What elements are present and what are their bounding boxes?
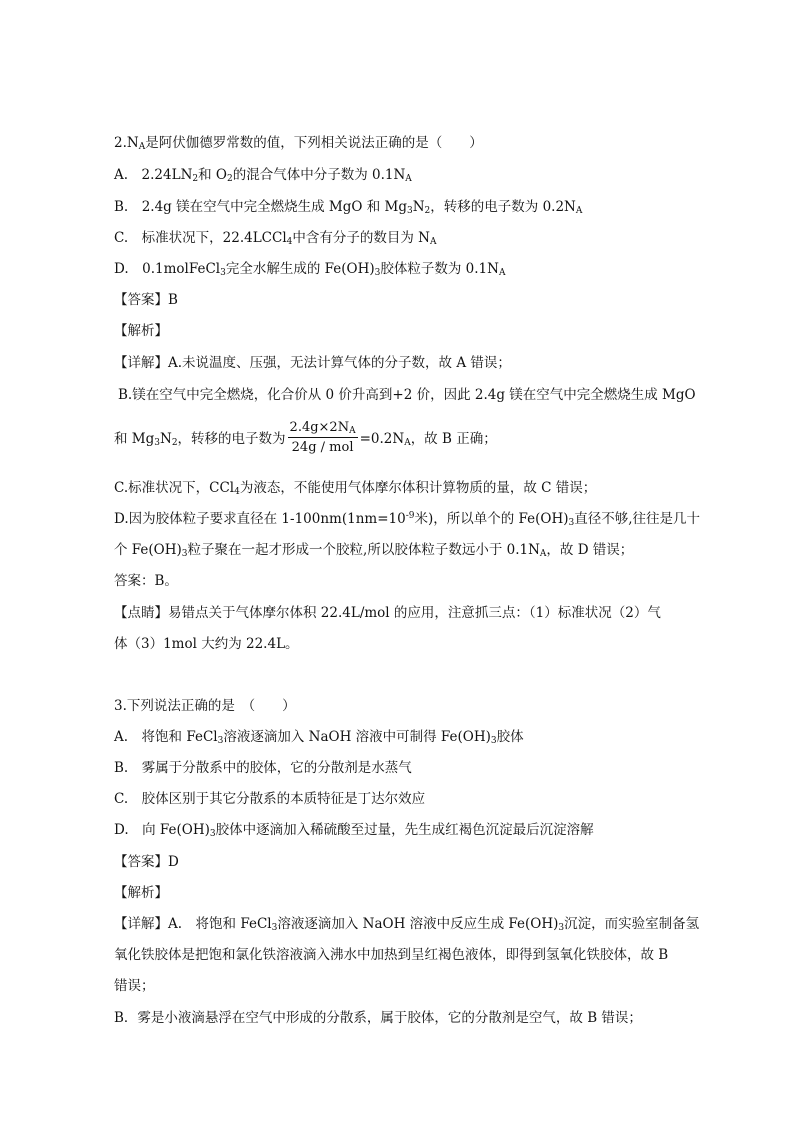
- q3-option-a: A. 将饱和 FeCl$_3$溶液逐滴加入 NaOH 溶液中可制得 $Fe(OH)_3$胶体: [114, 729, 524, 746]
- q2-final-answer: 答案：B。: [114, 573, 178, 589]
- q2-option-a: A. $2.24LN_2$和 $O_2$的混合气体中分子数为 $0.1N_A$: [114, 167, 412, 184]
- electron-fraction: [288, 419, 358, 456]
- q2-stem: $2.N_A$是阿伏伽德罗常数的值，下列相关说法正确的是（ ）: [114, 135, 483, 152]
- q2-tip-cont: 体（3）1mol 大约为 22.4L。: [114, 636, 299, 652]
- q3-option-d: D. 向 $Fe(OH)_3$胶体中逐滴加入稀硫酸至过量，先生成红褐色沉淀最后沉淀溶解: [114, 822, 594, 839]
- q3-detail-a-end: 错误；: [114, 978, 155, 994]
- q3-analysis-label: 【解析】: [114, 885, 168, 901]
- q2-detail-b-cont: 和 $Mg_3N_2$，转移的电子数为 $\frac{2.4g\times 2N_A}{\text{24g / mol}}$ $=0.2N_A$，故 B 正确；: [114, 420, 497, 455]
- q2-detail-a: 【详解】A.未说温度、压强，无法计算气体的分子数，故 A 错误；: [114, 355, 511, 371]
- q2-detail-d: D.因为胶体粒子要求直径在 $1-100nm(1nm=10^{-9}$米)，所以单个的 $Fe(OH)_3$直径不够,往往是几十: [114, 511, 701, 528]
- q2-tip: 【点睛】易错点关于气体摩尔体积 22.4L/mol 的应用，注意抓三点：（1）标准状况（2）气: [114, 605, 661, 621]
- q2-answer: 【答案】B: [114, 292, 178, 308]
- q2-detail-d-cont: 个 $Fe(OH)_3$粒子聚在一起才形成一个胶粒,所以胶体粒子数远小于 $0.1N_A$，故 D 错误；: [114, 542, 634, 559]
- q2-option-b: B. 2.4g 镁在空气中完全燃烧生成 MgO 和 $Mg_3N_2$，转移的电子数为 $0.2N_A$: [114, 199, 583, 216]
- q2-detail-c: C.标准状况下，CCl$_4$为液态，不能使用气体摩尔体积计算物质的量，故 C 错误；: [114, 480, 597, 497]
- q3-detail-a-cont: 氧化铁胶体是把饱和氯化铁溶液滴入沸水中加热到呈红褐色液体，即得到氢氧化铁胶体，故 B: [114, 947, 669, 963]
- fraction-numerator: $2.4g\times 2N_A$: [289, 420, 356, 436]
- fraction-denominator: 24g / mol: [291, 440, 354, 455]
- q2-analysis-label: 【解析】: [114, 323, 168, 339]
- q3-option-b: B. 雾属于分散系中的胶体，它的分散剂是水蒸气: [114, 760, 412, 776]
- q3-stem: 3.下列说法正确的是 （ ）: [114, 698, 296, 714]
- q2-option-c: C. 标准状况下，22.4LCCl$_4$中含有分子的数目为 $N_A$: [114, 230, 437, 247]
- q3-answer: 【答案】D: [114, 854, 179, 870]
- q3-detail-b: B．雾是小液滴悬浮在空气中形成的分散系，属于胶体，它的分散剂是空气，故 B 错误；: [114, 1010, 642, 1026]
- q2-option-d: D. 0.1molFeCl$_3$完全水解生成的 $Fe(OH)_3$胶体粒子数为 $0.1N_A$: [114, 261, 506, 278]
- q2-detail-b: B.镁在空气中完全燃烧，化合价从 0 价升高到+2 价，因此 2.4g 镁在空气中完全燃烧生成 MgO: [118, 387, 696, 403]
- q3-option-c: C. 胶体区别于其它分散系的本质特征是丁达尔效应: [114, 791, 426, 807]
- q3-detail-a: 【详解】A. 将饱和 FeCl$_3$溶液逐滴加入 NaOH 溶液中反应生成 $Fe(OH)_3$沉淀，而实验室制备氢: [114, 916, 700, 933]
